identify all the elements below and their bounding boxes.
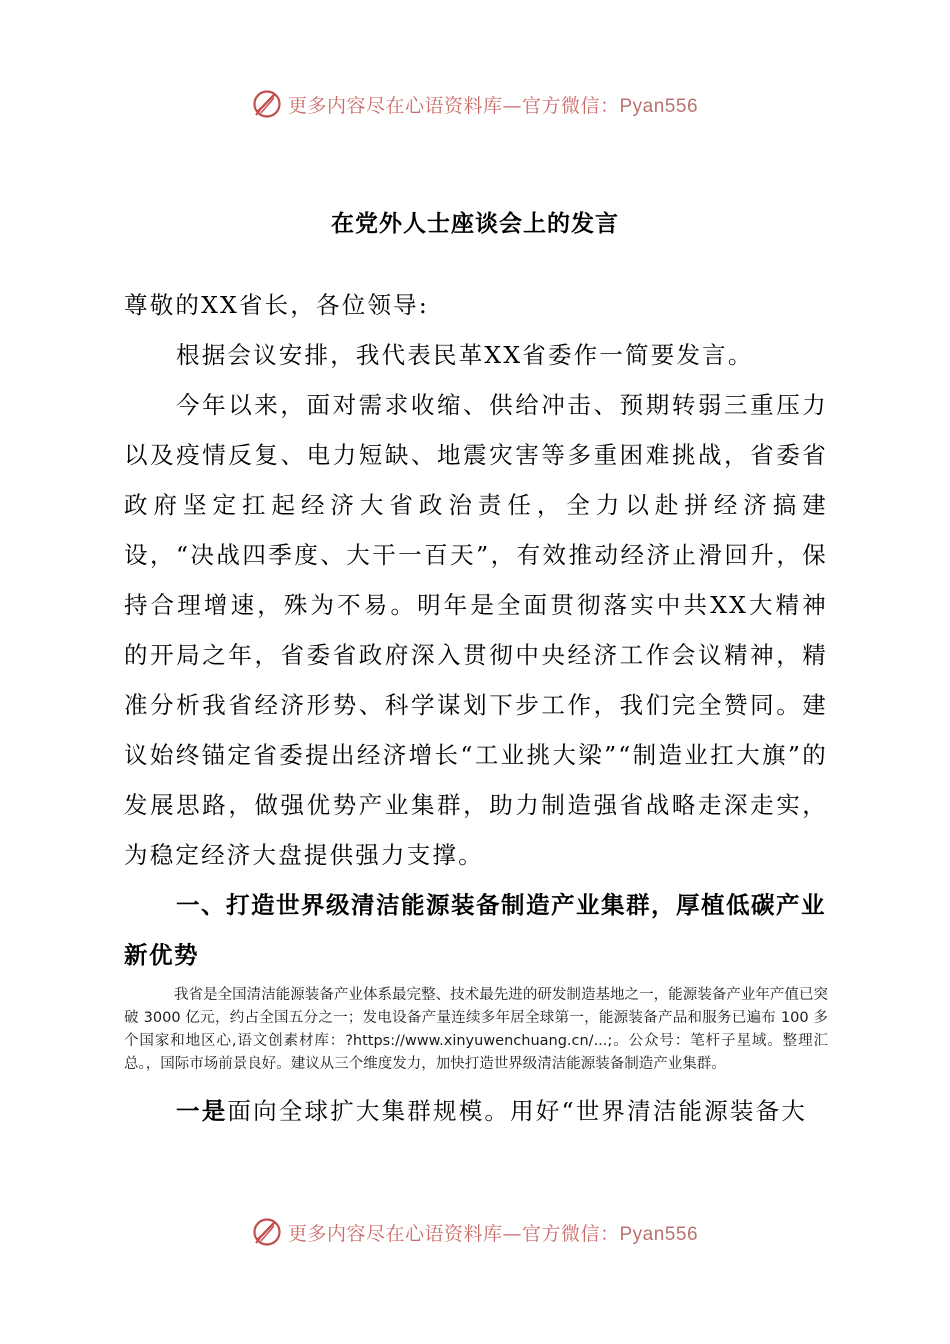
paragraph-intro: 根据会议安排，我代表民革XX省委作一简要发言。 (176, 341, 754, 369)
point-one-label: 一是 (176, 1097, 228, 1125)
point-one-text: 面向全球扩大集群规模。用好“世界清洁能源装备大 (227, 1097, 808, 1125)
paragraph-point-one (124, 1086, 828, 1136)
header-watermark-text: 更多内容尽在心语资料库—官方微信：Pyan556 (287, 94, 699, 117)
pen-circle-logo-icon (252, 89, 282, 119)
pen-circle-logo-icon (252, 1217, 282, 1247)
footer-watermark-banner (0, 1212, 950, 1252)
paragraph-main: 今年以来，面对需求收缩、供给冲击、预期转弱三重压力以及疫情反复、电力短缺、地震灾害等多重困难挑战，省委省政府坚定扛起经济大省政治责任，全力以赴拼经济搞建设，“决战四季度、大干一百天”，有效推动经济止滑回升，保持合理增速，殊为不易。明年是全面贯彻落实中共XX大精神的开局之年，省委省政府深入贯彻中央经济工作会议精神，精准分析我省经济形势、科学谋划下步工作，我们完全赞同。建议始终锚定省委提出经济增长“工业挑大梁”“制造业扛大旗”的发展思路，做强优势产业集群，助力制造强省战略走深走实，为稳定经济大盘提供强力支撑。 (124, 391, 828, 869)
salutation: 尊敬的XX省长，各位领导: (124, 291, 429, 319)
document-body (124, 280, 828, 1136)
section-small-paragraph: 我省是全国清洁能源装备产业体系最完整、技术最先进的研发制造基地之一，能源装备产业年产值已突破 3000 亿元，约占全国五分之一；发电设备产量连续多年居全球第一，能源装备产品和服务已遍布 100 多个国家和地区心,语文创素材库：?https://www.xinyuwenchuang.cn/...;。公众号：笔杆子星域。整理汇总。，国际市场前景良好。建议从三个维度发力，加快打造世界级清洁能源装备制造产业集群。 (124, 987, 828, 1072)
section-heading: 一、打造世界级清洁能源装备制造产业集群，厚植低碳产业新优势 (124, 891, 826, 969)
header-watermark-banner (0, 84, 950, 124)
header-wechat-id: Pyan556 (619, 95, 699, 117)
footer-wechat-id: Pyan556 (619, 1223, 699, 1245)
footer-watermark-text: 更多内容尽在心语资料库—官方微信：Pyan556 (287, 1222, 699, 1245)
document-title: 在党外人士座谈会上的发言 (331, 211, 619, 237)
